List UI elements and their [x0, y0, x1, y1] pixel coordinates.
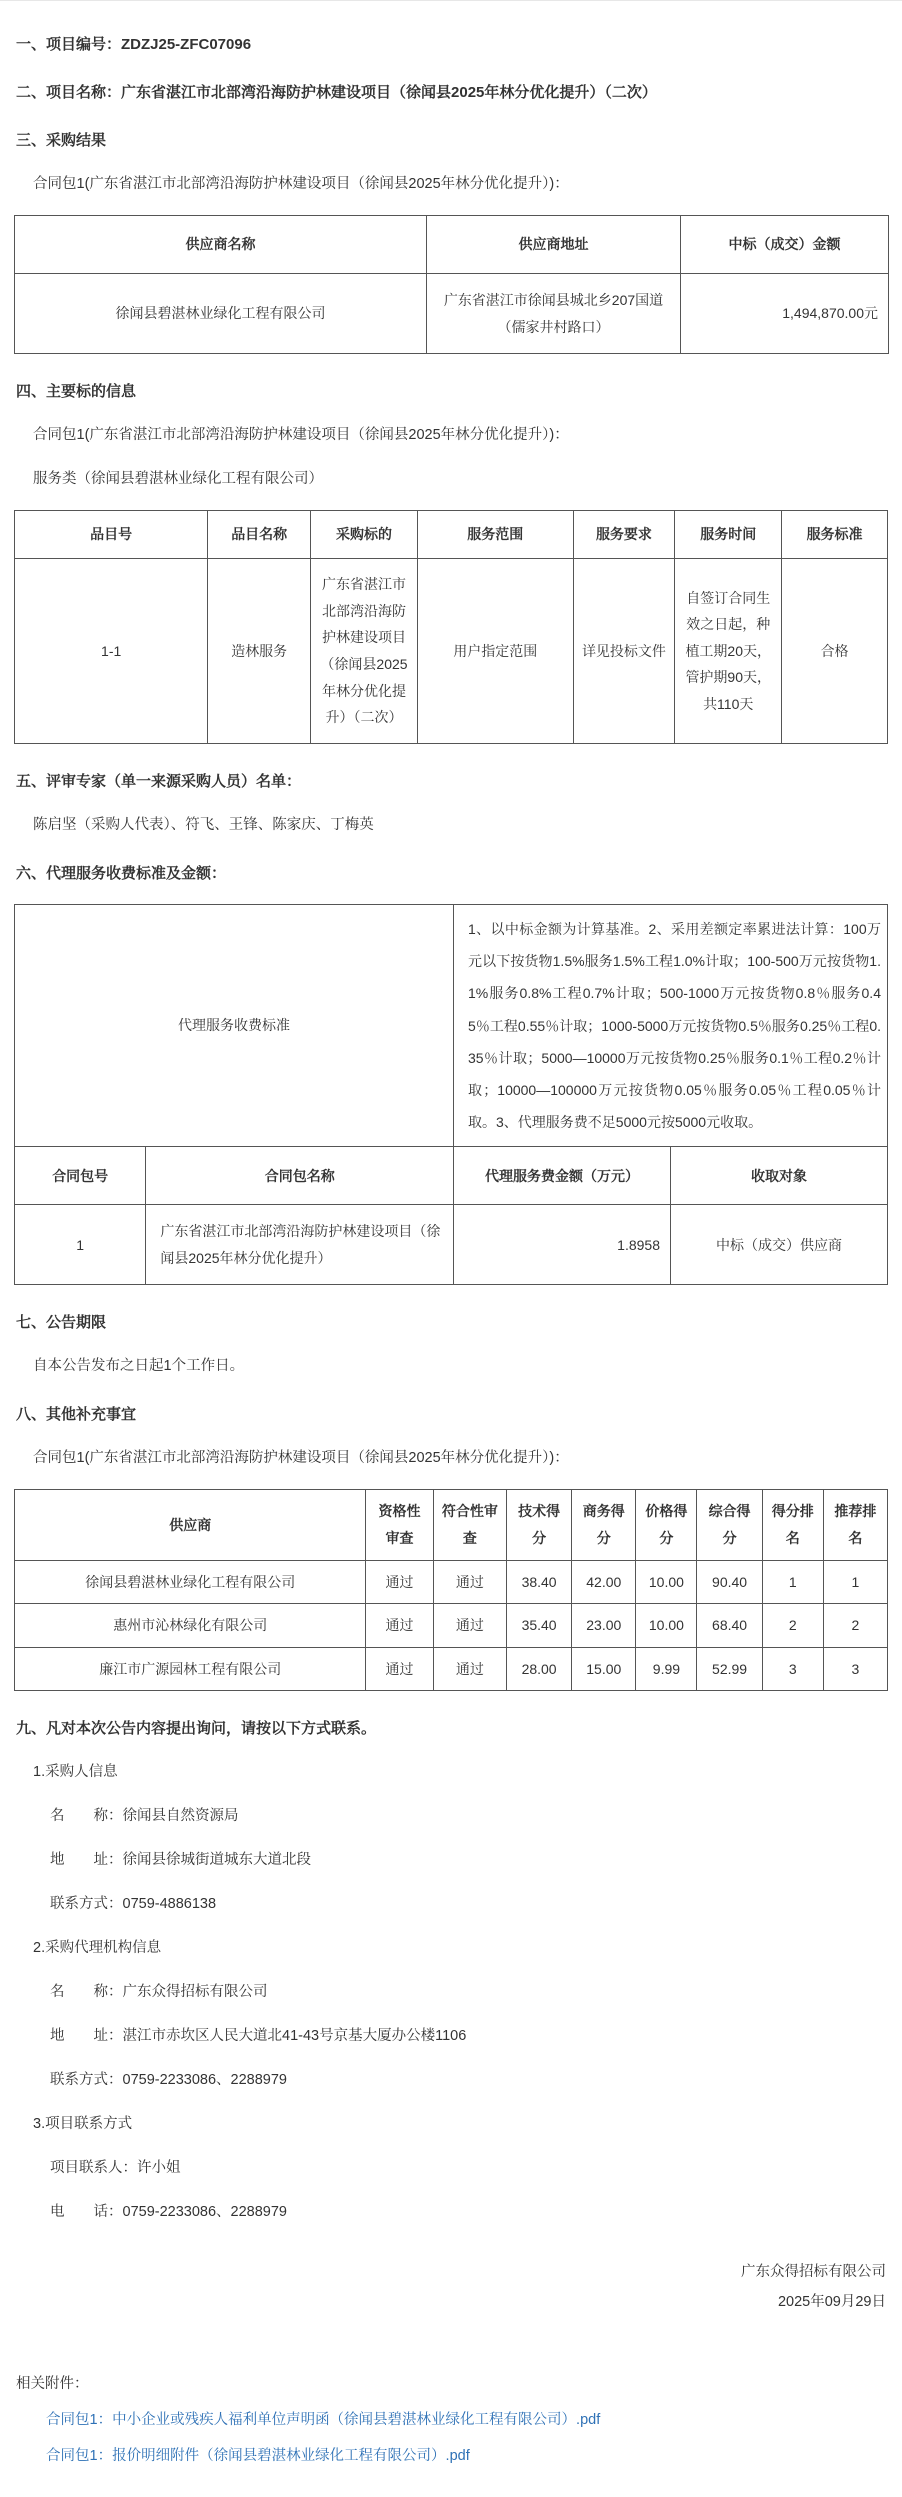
project-contact-phone: 电 话：0759-2233086、2288979	[50, 2204, 287, 2221]
score-table-header-row	[15, 1490, 888, 1560]
fee-standard-label-cell: 代理服务收费标准	[15, 905, 454, 1147]
section-6-title: 六、代理服务收费标准及金额：	[16, 865, 227, 882]
business-score-cell: 42.00	[572, 1560, 636, 1604]
recommend-rank-cell: 1	[823, 1560, 887, 1604]
column-header-package-no: 合同包号	[15, 1147, 146, 1205]
section-8-title: 八、其他补充事宜	[16, 1406, 137, 1424]
attachments-section	[16, 2373, 886, 2467]
result-table-row	[15, 274, 889, 354]
column-header-conformity-review: 符合性审查	[433, 1490, 506, 1560]
column-header-service-requirement: 服务要求	[573, 511, 675, 559]
project-contact-person: 项目联系人：许小姐	[50, 2160, 181, 2177]
score-rank-cell: 2	[762, 1604, 823, 1648]
column-header-recommend-rank: 推荐排名	[823, 1490, 887, 1560]
service-time-cell: 自签订合同生效之日起，种植工期20天，管护期90天，共110天	[675, 559, 782, 744]
column-header-charged-to: 收取对象	[670, 1147, 887, 1205]
section-4-title: 四、主要标的信息	[16, 383, 137, 400]
service-scope-cell: 用户指定范围	[417, 559, 573, 744]
score-rank-cell: 3	[762, 1647, 823, 1691]
purchaser-address: 地 址：徐闻县徐城街道城东大道北段	[50, 1852, 311, 1869]
fee-amount-cell: 1.8958	[454, 1205, 671, 1285]
column-header-supplier-name: 供应商名称	[15, 216, 427, 274]
fee-table-row	[15, 1205, 888, 1285]
qualification-cell: 通过	[366, 1560, 433, 1604]
score-table-row-3	[15, 1647, 888, 1691]
column-header-subject: 采购标的	[311, 511, 418, 559]
purchaser-contact: 联系方式：0759-4886138	[50, 1896, 217, 1913]
package-name-cell: 广东省湛江市北部湾沿海防护林建设项目（徐闻县2025年林分优化提升）	[146, 1205, 454, 1285]
agency-address: 地 址：湛江市赤坎区人民大道北41-43号京基大厦办公楼1106	[50, 2028, 467, 2045]
column-header-score-rank: 得分排名	[762, 1490, 823, 1560]
section-8-package-line: 合同包1(广东省湛江市北部湾沿海防护林建设项目（徐闻县2025年林分优化提升）)：	[33, 1450, 569, 1467]
supplier-cell: 廉江市广源园林工程有限公司	[15, 1647, 366, 1691]
column-header-package-name: 合同包名称	[146, 1147, 454, 1205]
recommend-rank-cell: 3	[823, 1647, 887, 1691]
column-header-award-amount: 中标（成交）金额	[681, 216, 889, 274]
fee-standard-row	[15, 905, 888, 1147]
agency-contact: 联系方式：0759-2233086、2288979	[50, 2072, 287, 2089]
award-amount-cell: 1,494,870.00元	[681, 274, 889, 354]
supplier-name-cell: 徐闻县碧湛林业绿化工程有限公司	[15, 274, 427, 354]
result-table-header-row	[15, 216, 889, 274]
column-header-item-no: 品目号	[15, 511, 208, 559]
service-requirement-cell: 详见投标文件	[573, 559, 675, 744]
subject-cell: 广东省湛江市北部湾沿海防护林建设项目（徐闻县2025年林分优化提升）（二次）	[311, 559, 418, 744]
section-3-title: 三、采购结果	[16, 132, 107, 149]
total-score-cell: 68.40	[697, 1604, 762, 1648]
signature-block	[16, 2257, 886, 2317]
section-7-title: 七、公告期限	[16, 1314, 107, 1332]
purchaser-info-heading: 1.采购人信息	[33, 1764, 118, 1781]
score-rank-cell: 1	[762, 1560, 823, 1604]
price-score-cell: 9.99	[636, 1647, 697, 1691]
attachments-label: 相关附件：	[16, 2376, 89, 2393]
agency-fee-table	[14, 904, 888, 1285]
attachment-link-quotation-pdf[interactable]: 合同包1：报价明细附件（徐闻县碧湛林业绿化工程有限公司）.pdf	[46, 2448, 470, 2465]
result-table	[14, 215, 889, 354]
technical-score-cell: 28.00	[507, 1647, 572, 1691]
conformity-cell: 通过	[433, 1560, 506, 1604]
announcement-period-text: 自本公告发布之日起1个工作日。	[33, 1358, 245, 1375]
agency-name: 名 称：广东众得招标有限公司	[50, 1984, 268, 2001]
column-header-price-score: 价格得分	[636, 1490, 697, 1560]
total-score-cell: 52.99	[697, 1647, 762, 1691]
section-5-title: 五、评审专家（单一来源采购人员）名单：	[16, 773, 302, 790]
recommend-rank-cell: 2	[823, 1604, 887, 1648]
purchaser-name: 名 称：徐闻县自然资源局	[50, 1808, 239, 1825]
score-table-row-1	[15, 1560, 888, 1604]
column-header-total-score: 综合得分	[697, 1490, 762, 1560]
column-header-business-score: 商务得分	[572, 1490, 636, 1560]
expert-names: 陈启坚（采购人代表）、符飞、王锋、陈家庆、丁梅英	[33, 817, 374, 833]
supplier-cell: 徐闻县碧湛林业绿化工程有限公司	[15, 1560, 366, 1604]
supplier-address-cell: 广东省湛江市徐闻县城北乡207国道（儒家井村路口）	[427, 274, 681, 354]
column-header-supplier: 供应商	[15, 1490, 366, 1560]
signature-company: 广东众得招标有限公司	[741, 2264, 886, 2281]
qualification-cell: 通过	[366, 1604, 433, 1648]
signature-date: 2025年09月29日	[777, 2294, 886, 2311]
item-no-cell: 1-1	[15, 559, 208, 744]
section-4-package-line: 合同包1(广东省湛江市北部湾沿海防护林建设项目（徐闻县2025年林分优化提升）)：	[33, 427, 569, 443]
subject-table-row	[15, 559, 888, 744]
column-header-service-scope: 服务范围	[417, 511, 573, 559]
conformity-cell: 通过	[433, 1647, 506, 1691]
column-header-fee-amount: 代理服务费金额（万元）	[454, 1147, 671, 1205]
fee-standard-text-cell: 1、以中标金额为计算基准。2、采用差额定率累进法计算：100万元以下按货物1.5%服务1.5%工程1.0%计取；100-500万元按货物1.1%服务0.8%工程0.7%计取；500-1000万元按货物0.8％服务0.45％工程0.55％计取；1000-5000万元按货物0.5％服务0.25％工程0.35％计取；5000—10000万元按货物0.25％服务0.1％工程0.2％计取；10000—100000万元按货物0.05％服务0.05％工程0.05％计取。3、代理服务费不足5000元按5000元收取。	[454, 905, 888, 1147]
score-table-row-2	[15, 1604, 888, 1648]
price-score-cell: 10.00	[636, 1560, 697, 1604]
price-score-cell: 10.00	[636, 1604, 697, 1648]
total-score-cell: 90.40	[697, 1560, 762, 1604]
package-no-cell: 1	[15, 1205, 146, 1285]
section-4-category-line: 服务类（徐闻县碧湛林业绿化工程有限公司）	[33, 471, 323, 487]
section-3-package-line: 合同包1(广东省湛江市北部湾沿海防护林建设项目（徐闻县2025年林分优化提升）)：	[33, 176, 569, 192]
column-header-supplier-address: 供应商地址	[427, 216, 681, 274]
qualification-cell: 通过	[366, 1647, 433, 1691]
service-standard-cell: 合格	[782, 559, 888, 744]
technical-score-cell: 35.40	[507, 1604, 572, 1648]
item-name-cell: 造林服务	[208, 559, 311, 744]
conformity-cell: 通过	[433, 1604, 506, 1648]
business-score-cell: 23.00	[572, 1604, 636, 1648]
section-9-title: 九、凡对本次公告内容提出询问，请按以下方式联系。	[16, 1720, 377, 1738]
business-score-cell: 15.00	[572, 1647, 636, 1691]
subject-table-header-row	[15, 511, 888, 559]
technical-score-cell: 38.40	[507, 1560, 572, 1604]
attachment-link-declaration-pdf[interactable]: 合同包1：中小企业或残疾人福利单位声明函（徐闻县碧湛林业绿化工程有限公司）.pdf	[46, 2412, 601, 2429]
column-header-service-standard: 服务标准	[782, 511, 888, 559]
column-header-technical-score: 技术得分	[507, 1490, 572, 1560]
column-header-qualification-review: 资格性审查	[366, 1490, 433, 1560]
project-contact-heading: 3.项目联系方式	[33, 2116, 133, 2133]
subject-table	[14, 510, 888, 744]
section-2-title: 二、项目名称：广东省湛江市北部湾沿海防护林建设项目（徐闻县2025年林分优化提升）（二次）	[16, 84, 657, 101]
column-header-item-name: 品目名称	[208, 511, 311, 559]
score-table	[14, 1489, 888, 1691]
section-1-title: 一、项目编号：ZDZJ25-ZFC07096	[16, 36, 252, 53]
charged-to-cell: 中标（成交）供应商	[670, 1205, 887, 1285]
column-header-service-time: 服务时间	[675, 511, 782, 559]
fee-table-header-row	[15, 1147, 888, 1205]
supplier-cell: 惠州市沁林绿化有限公司	[15, 1604, 366, 1648]
agency-info-heading: 2.采购代理机构信息	[33, 1940, 162, 1957]
